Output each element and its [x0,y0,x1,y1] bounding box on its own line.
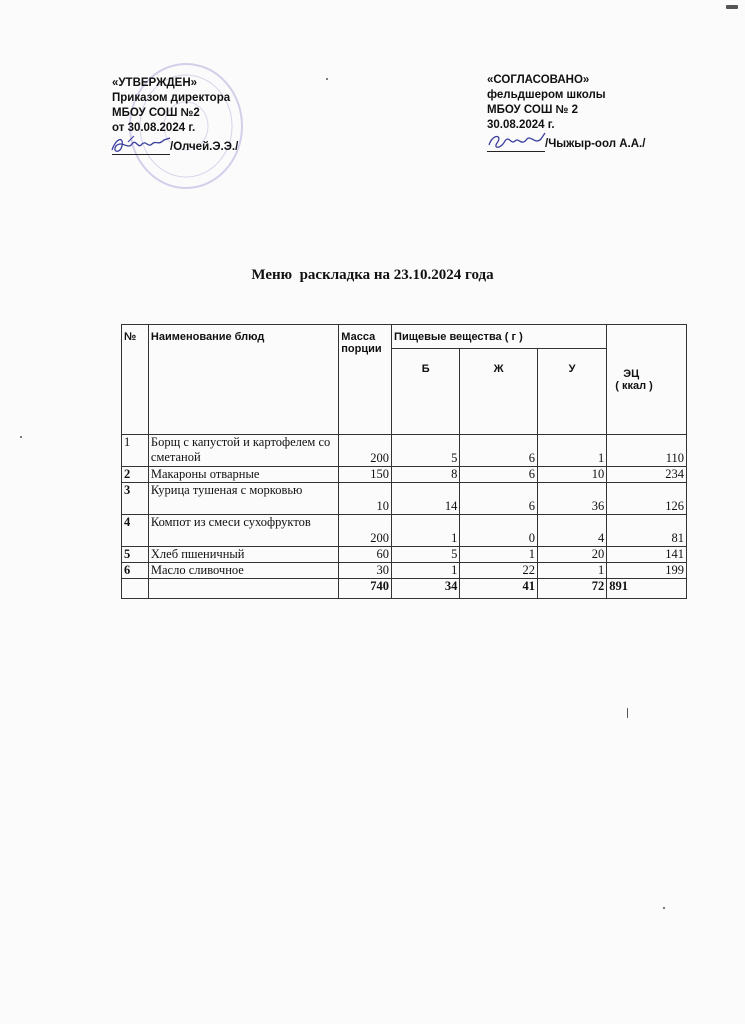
row-no: 2 [122,467,149,483]
row-ec: 141 [607,547,687,563]
agreed-role-line: фельдшером школы [487,89,606,101]
header-nutrients: Пищевые вещества ( г ) [392,325,607,349]
row-b: 8 [392,467,460,483]
row-u: 4 [537,515,606,547]
table-total-row [122,579,687,599]
scan-speck [20,436,22,438]
approved-order-line: Приказом директора [112,92,231,104]
row-zh: 0 [460,515,538,547]
director-signature [112,136,170,155]
header-mass: Масса порции [339,325,392,435]
row-ec: 126 [607,483,687,515]
row-ec: 234 [607,467,687,483]
header-u: У [537,349,606,435]
row-b: 14 [392,483,460,515]
table-row [122,467,687,483]
total-zh: 41 [460,579,538,599]
row-u: 1 [537,435,606,467]
row-b: 1 [392,563,460,579]
nurse-signature [487,133,545,152]
menu-table [121,324,687,599]
total-u: 72 [537,579,606,599]
approved-signature-line [112,136,238,155]
scan-speck [663,907,665,909]
header-b: Б [392,349,460,435]
row-mass: 60 [339,547,392,563]
row-zh: 6 [460,435,538,467]
table-header-row [122,325,687,349]
total-name-empty [148,579,338,599]
agreed-signer-name: /Чыжыр-оол А.А./ [545,138,646,150]
agreed-heading: «СОГЛАСОВАНО» [487,74,590,86]
row-ec: 81 [607,515,687,547]
row-u: 1 [537,563,606,579]
approved-date-line: от 30.08.2024 г. [112,122,196,134]
row-u: 36 [537,483,606,515]
row-u: 10 [537,467,606,483]
agreed-date-line: 30.08.2024 г. [487,119,555,131]
approved-school-line: МБОУ СОШ №2 [112,107,200,119]
table-row [122,435,687,467]
row-no: 1 [122,435,149,467]
scan-speck [627,708,628,718]
row-ec: 199 [607,563,687,579]
total-no-empty [122,579,149,599]
row-mass: 10 [339,483,392,515]
agreed-signature-line [487,133,645,152]
table-row [122,483,687,515]
row-mass: 150 [339,467,392,483]
row-no: 6 [122,563,149,579]
header-ec-unit: ( ккал ) [615,379,653,392]
row-b: 5 [392,435,460,467]
row-mass: 200 [339,435,392,467]
row-zh: 22 [460,563,538,579]
row-name: Масло сливочное [148,563,338,579]
row-zh: 6 [460,467,538,483]
row-mass: 200 [339,515,392,547]
row-ec: 110 [607,435,687,467]
row-name: Макароны отварные [148,467,338,483]
row-b: 1 [392,515,460,547]
approved-heading: «УТВЕРЖДЕН» [112,77,198,89]
row-name: Курица тушеная с морковью [148,483,338,515]
agreed-block [487,73,645,152]
table-row [122,547,687,563]
row-mass: 30 [339,563,392,579]
row-name: Хлеб пшеничный [148,547,338,563]
header-name: Наименование блюд [148,325,338,435]
scan-speck [326,78,328,80]
header-no: № [122,325,149,435]
header-ec [607,325,687,435]
row-u: 20 [537,547,606,563]
menu-title: Меню раскладка на 23.10.2024 года [251,267,494,283]
total-b: 34 [392,579,460,599]
total-mass: 740 [339,579,392,599]
row-no: 5 [122,547,149,563]
table-row [122,563,687,579]
table-row [122,515,687,547]
row-name: Борщ с капустой и картофелем со сметаной [148,435,338,467]
row-name: Компот из смеси сухофруктов [148,515,338,547]
total-ec: 891 [607,579,687,599]
row-b: 5 [392,547,460,563]
row-no: 3 [122,483,149,515]
scan-speck [726,5,738,9]
header-zh: Ж [460,349,538,435]
row-zh: 6 [460,483,538,515]
header-ec-label: ЭЦ [623,367,640,380]
agreed-school-line: МБОУ СОШ № 2 [487,104,578,116]
row-zh: 1 [460,547,538,563]
approved-signer-name: /Олчей.Э.Э./ [170,141,239,153]
row-no: 4 [122,515,149,547]
approved-block [112,76,238,155]
